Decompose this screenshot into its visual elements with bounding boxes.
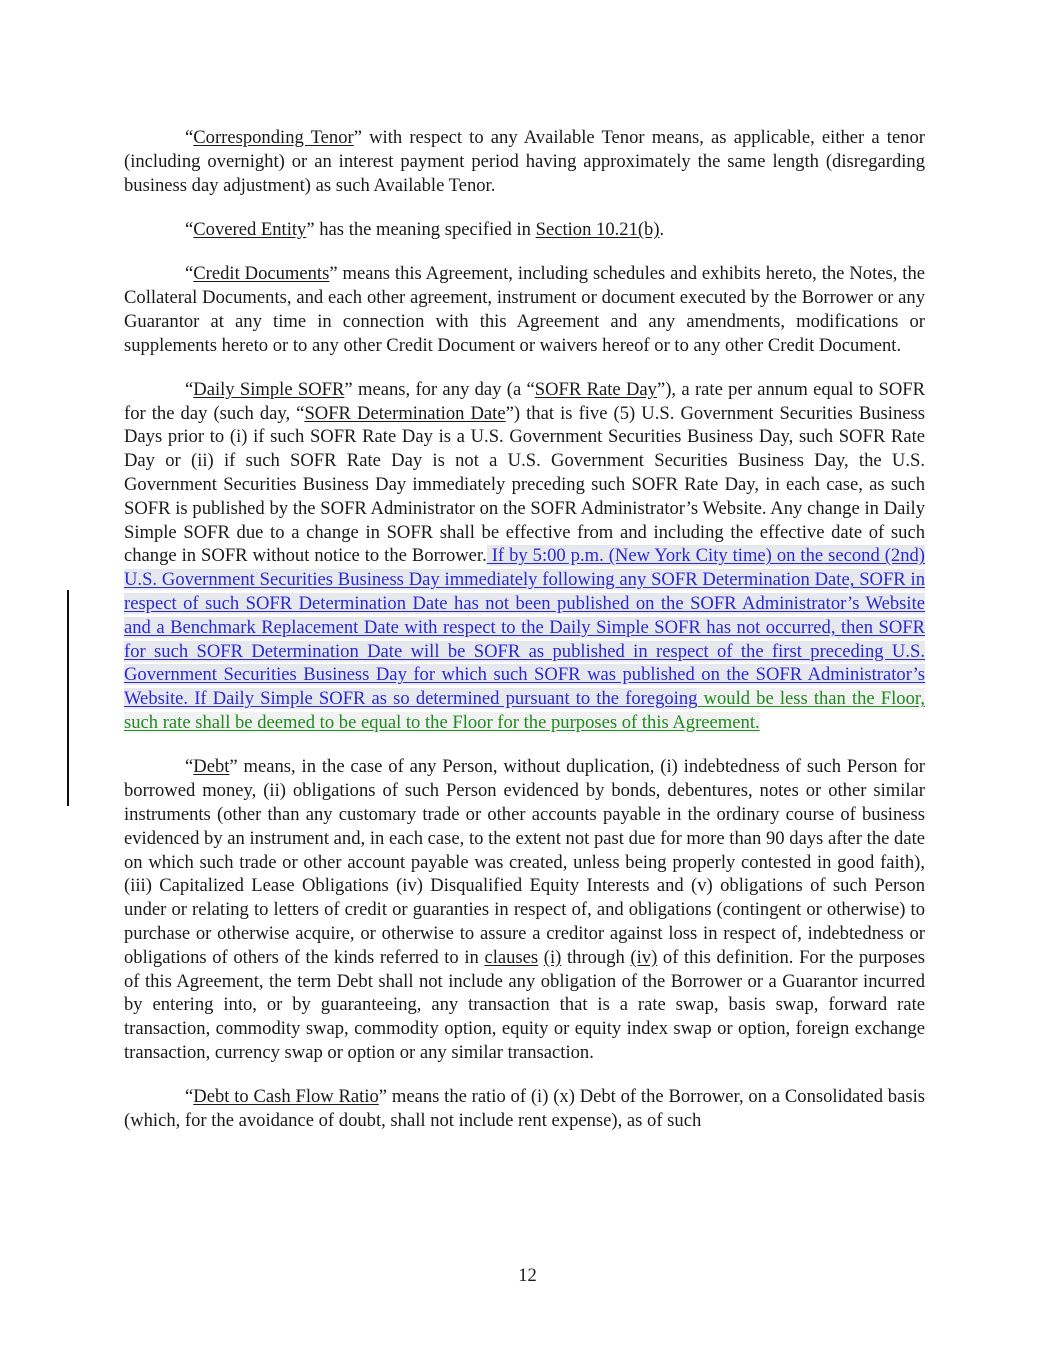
tracked-move: would be less than the Floor, such rate shall be deemed to be equal to the Floor for the purposes of this Agreement. — [124, 688, 925, 734]
open-quote: “ — [185, 378, 194, 400]
definition-text: of this definition. For the purposes of this Agreement, the term Debt shall not include any obligation of the Borrower or a Guarantor incurred by entering into, or by guaranteeing, any transaction that is a rate swap, basis swap, forward rate transaction, commodity swap, commodity option, equity or equity index swap or option, foreign exchange transaction, currency swap or option or any similar transaction. — [124, 946, 925, 1063]
definition-debt — [124, 755, 925, 1064]
defined-term: Covered Entity — [193, 218, 307, 240]
clause-reference: clauses — [484, 946, 539, 968]
section-reference: Section 10.21(b) — [535, 218, 660, 240]
open-quote: “ — [185, 218, 194, 240]
open-quote: “ — [185, 263, 194, 285]
definition-text: ” means, in the case of any Person, without duplication, (i) indebtedness of such Person for borrowed money, (ii) obligations of such Person evidenced by bonds, debentures, notes or other similar instruments (other than any customary trade or other accounts payable in the ordinary course of business evidenced by an instrument and, in each case, to the extent not past due for more than 90 days after the date on which such trade or other account payable was created, unless being properly contested in good faith), (iii) Capitalized Lease Obligations (iv) Disqualified Equity Interests and (v) obligations of such Person under or relating to letters of credit or guaranties in respect of, and obligations (contingent or otherwise) to purchase or otherwise acquire, or otherwise to assure a creditor against loss in respect of, indebtedness or obligations of others of the kinds referred to in — [124, 756, 925, 968]
open-quote: “ — [185, 756, 194, 778]
change-bar — [67, 590, 69, 806]
defined-term: Corresponding Tenor — [193, 127, 354, 148]
defined-term-sofr-determination-date: SOFR Determination Date — [304, 402, 506, 424]
definition-text: ”) that is five (5) U.S. Government Securities Business Days prior to (i) if such SOFR Rate Day is a U.S. Government Securities Business Day, such SOFR Rate Day or (ii) if such SOFR Rate Day is not a U.S. Government Securities Business Day, the U.S. Government Securities Business Day immediately preceding such SOFR Rate Day, in each case, as such SOFR is published by the SOFR Administrator on the SOFR Administrator’s Website. Any change in Daily Simple SOFR due to a change in SOFR shall be effective from and including the effective date of such change in SOFR without notice to the Borrower. — [124, 402, 925, 567]
definition-text: ” means, for any day (a “ — [344, 378, 535, 400]
defined-term: Debt to Cash Flow Ratio — [193, 1086, 379, 1108]
definition-text: ” means this Agreement, including schedules and exhibits hereto, the Notes, the Collateral Documents, and each other agreement, instrument or document executed by the Borrower or any Guarantor at any time in connection with this Agreement and any amendments, modifications or supplements hereto or to any other Credit Document or waivers hereof or to any other Credit Document. — [124, 263, 925, 356]
defined-term: Debt — [193, 756, 230, 778]
definition-text: ” has the meaning specified in — [306, 218, 536, 240]
clause-reference: (i) — [543, 946, 562, 968]
defined-term: Daily Simple SOFR — [193, 378, 345, 400]
definition-corresponding-tenor — [124, 126, 925, 197]
page-number: 12 — [518, 1265, 537, 1286]
defined-term: Credit Documents — [193, 263, 330, 285]
definition-text: ”), a rate per annum equal to SOFR for the day (such day, “ — [124, 378, 925, 424]
defined-term-sofr-rate-day: SOFR Rate Day — [534, 378, 657, 400]
document-body — [124, 126, 925, 1153]
tracked-insertion: If by 5:00 p.m. (New York City time) on the second (2nd) U.S. Government Securities Business Day immediately following any SOFR Determination Date, SOFR in respect of such SOFR Determination Date has not been published on the SOFR Administrator’s Website and a Benchmark Replacement Date with respect to the Daily Simple SOFR has not occurred, then SOFR for such SOFR Determination Date will be SOFR as published in respect of the first preceding U.S. Government Securities Business Day for which such SOFR was published on the SOFR Administrator’s Website. If Daily Simple SOFR as so determined pursuant to the foregoing — [124, 545, 925, 710]
definition-text: through — [561, 946, 631, 968]
definition-credit-documents — [124, 262, 925, 357]
clause-reference: (iv) — [630, 946, 658, 968]
definition-end: . — [659, 218, 665, 240]
definition-daily-simple-sofr — [124, 378, 925, 735]
definition-text: ” with respect to any Available Tenor means, as applicable, either a tenor (including overnight) or an interest payment period having approximately the same length (disregarding business day adjustment) as such Available Tenor. — [124, 127, 925, 196]
definition-text: ” means the ratio of (i) (x) Debt of the Borrower, on a Consolidated basis (which, for the avoidance of doubt, shall not include rent expense), as of such — [124, 1086, 925, 1131]
open-quote: “ — [185, 127, 194, 148]
definition-covered-entity — [124, 218, 925, 242]
definition-debt-to-cash-flow-ratio — [124, 1085, 925, 1133]
open-quote: “ — [185, 1086, 194, 1108]
